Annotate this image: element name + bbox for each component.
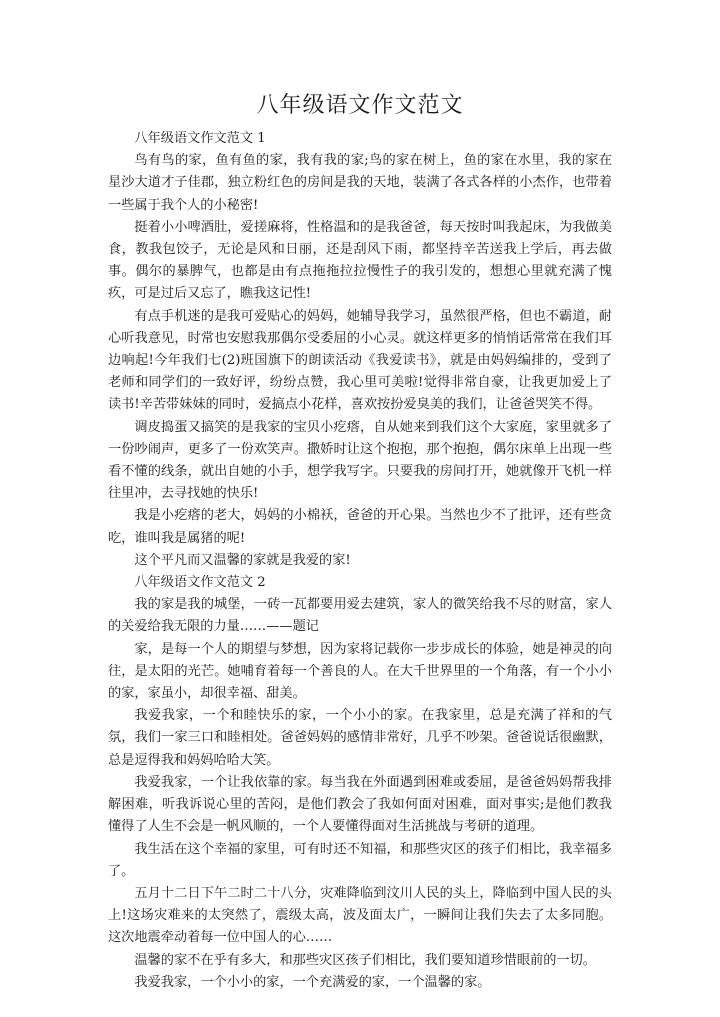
document-page xyxy=(108,92,612,994)
essay-2-paragraph: 我生活在这个幸福的家里，可有时还不知福，和那些灾区的孩子们相比，我幸福多了。 xyxy=(108,841,612,879)
essay-1-paragraph: 调皮捣蛋又搞笑的是我家的宝贝小疙瘩，自从她来到我们这个大家庭，家里就多了一份吵闹声，更多了一份欢笑声。撒娇时让这个抱抱，那个抱抱，偶尔床单上出现一些看不懂的线条，就出自她的小手，想学我写字。只要我的房间打开，她就像开飞机一样往里冲，去寻找她的快乐! xyxy=(108,419,612,502)
essay-2-paragraph: 五月十二日下午二时二十八分，灾难降临到汶川人民的头上，降临到中国人民的头上!这场灾难来的太突然了，震级太高，波及面太广，一瞬间让我们失去了太多同胞。这次地震牵动着每一位中国人的心…… xyxy=(108,885,612,946)
essay-2-paragraph: 我的家是我的城堡，一砖一瓦都要用爱去建筑，家人的微笑给我不尽的财富，家人的关爱给我无限的力量……——题记 xyxy=(108,597,612,635)
essay-2-paragraph: 温馨的家不在乎有多大，和那些灾区孩子们相比，我们要知道珍惜眼前的一切。 xyxy=(134,952,596,968)
essay-2-paragraph: 家，是每一个人的期望与梦想，因为家将记载你一步步成长的体验，她是神灵的向往，是太阳的光芒。她哺育着每一个善良的人。在大千世界里的一个角落，有一个小小的家，家虽小，却很幸福、甜美。 xyxy=(108,641,612,702)
essay-1-paragraph: 挺着小小啤酒肚，爱搓麻将，性格温和的是我爸爸，每天按时叫我起床，为我做美食，教我包饺子，无论是风和日丽，还是刮风下雨，都坚持辛苦送我上学后，再去做事。偶尔的暴脾气，也都是由有点拖拖拉拉慢性子的我引发的，想想心里就充满了愧疚，可是过后又忘了，瞧我这记性! xyxy=(108,219,612,302)
essay-2-heading: 八年级语文作文范文 2 xyxy=(134,575,266,591)
essay-2 xyxy=(108,572,612,994)
essay-1-paragraph: 我是小疙瘩的老大，妈妈的小棉袄，爸爸的开心果。当然也少不了批评，还有些贪吃，谁叫我是属猪的呢! xyxy=(108,508,612,546)
essay-2-paragraph: 我爱我家，一个小小的家，一个充满爱的家，一个温馨的家。 xyxy=(134,974,491,990)
essay-1-heading: 八年级语文作文范文 1 xyxy=(134,131,266,146)
essay-1 xyxy=(108,128,612,572)
essay-2-paragraph: 我爱我家，一个和睦快乐的家，一个小小的家。在我家里，总是充满了祥和的气氛，我们一家三口和睦相处。爸爸妈妈的感情非常好，几乎不吵架。爸爸说话很幽默，总是逗得我和妈妈哈哈大笑。 xyxy=(108,708,612,768)
essay-1-paragraph: 有点手机迷的是我可爱贴心的妈妈，她辅导我学习，虽然很严格，但也不霸道，耐心听我意见，时常也安慰我那偶尔受委屈的小心灵。就这样更多的悄悄话常常在我们耳边响起!今年我们七(2)班国旗下的朗读活动《我爱读书》，就是由妈妈编排的，受到了老师和同学们的一致好评，纷纷点赞，我心里可美啦!觉得非常自豪，让我更加爱上了读书!辛苦带妹妹的同时，爱搞点小花样，喜欢按扮爱臭美的我们，让爸爸哭笑不得。 xyxy=(108,308,612,413)
essay-1-paragraph: 这个平凡而又温馨的家就是我爱的家! xyxy=(134,552,351,568)
document-title: 八年级语文作文范文 xyxy=(256,93,464,118)
essay-2-paragraph: 我爱我家，一个让我依靠的家。每当我在外面遇到困难或委屈，是爸爸妈妈帮我排解困难，听我诉说心里的苦闷，是他们教会了我如何面对困难，面对事实;是他们教我懂得了人生不会是一帆风顺的，一个人要懂得面对生活挑战与考研的道理。 xyxy=(108,774,612,835)
essay-1-paragraph: 鸟有鸟的家，鱼有鱼的家，我有我的家;鸟的家在树上，鱼的家在水里，我的家在星沙大道才子佳郡，独立粉红色的房间是我的天地，装满了各式各样的小杰作，也带着一些属于我个人的小秘密! xyxy=(108,153,612,213)
